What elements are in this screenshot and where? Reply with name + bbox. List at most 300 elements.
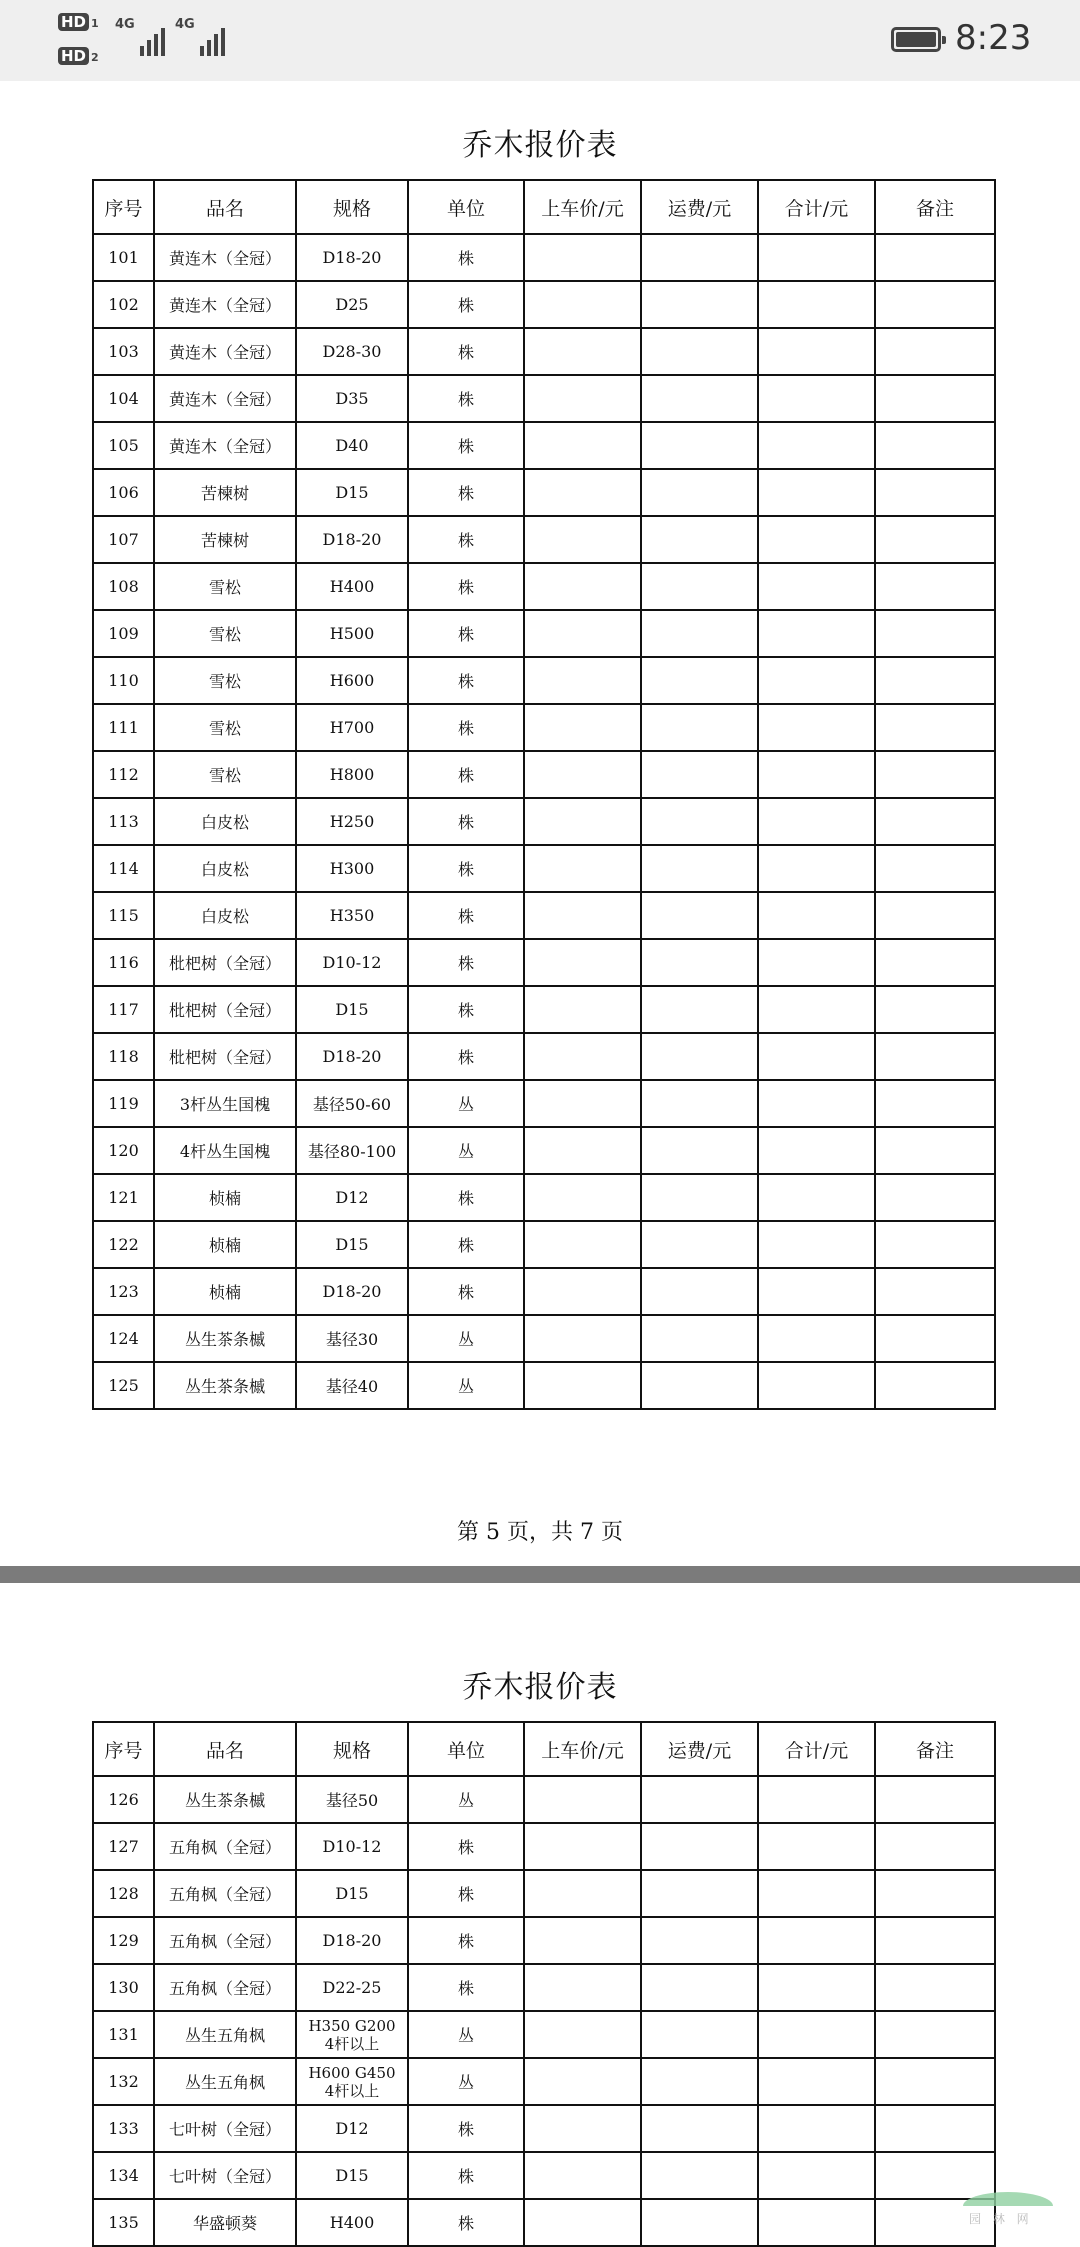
hd-icon: HD (58, 47, 89, 65)
cell-col-unit: 株 (408, 845, 524, 892)
table-row (93, 1127, 995, 1174)
table-row (93, 892, 995, 939)
cell-col-unit: 丛 (408, 2011, 524, 2058)
cell-col-index: 118 (93, 1033, 154, 1080)
cell-col-total (758, 986, 875, 1033)
cell-col-price (524, 986, 641, 1033)
cell-col-unit: 株 (408, 1033, 524, 1080)
cell-col-price (524, 657, 641, 704)
hd-icon: HD (58, 13, 89, 31)
cell-col-total (758, 704, 875, 751)
header-col-price: 上车价/元 (524, 180, 641, 234)
cell-col-spec: D10-12 (296, 1823, 408, 1870)
cell-col-name: 雪松 (154, 657, 296, 704)
cell-col-price (524, 234, 641, 281)
table-row (93, 281, 995, 328)
cell-col-total (758, 1964, 875, 2011)
cell-col-price (524, 845, 641, 892)
cell-col-name: 苦楝树 (154, 516, 296, 563)
cell-col-spec: 基径50 (296, 1776, 408, 1823)
cell-col-unit: 株 (408, 281, 524, 328)
cell-col-remark (875, 469, 995, 516)
table-row (93, 1362, 995, 1409)
cell-col-freight (641, 469, 758, 516)
cell-col-price (524, 1870, 641, 1917)
cell-col-price (524, 328, 641, 375)
cell-col-total (758, 1268, 875, 1315)
cell-col-freight (641, 2105, 758, 2152)
cell-col-freight (641, 845, 758, 892)
cell-col-price (524, 798, 641, 845)
cell-col-spec: D15 (296, 1221, 408, 1268)
header-col-price: 上车价/元 (524, 1722, 641, 1776)
cell-col-freight (641, 1033, 758, 1080)
cell-col-price (524, 1362, 641, 1409)
table-row (93, 1315, 995, 1362)
cell-col-spec: D18-20 (296, 1033, 408, 1080)
cell-col-price (524, 375, 641, 422)
table-row (93, 1870, 995, 1917)
table-row (93, 1174, 995, 1221)
cell-col-total (758, 1221, 875, 1268)
cell-col-total (758, 516, 875, 563)
cell-col-name: 桢楠 (154, 1221, 296, 1268)
status-bar (0, 0, 1080, 81)
cell-col-freight (641, 657, 758, 704)
cell-col-spec: H400 (296, 563, 408, 610)
cell-col-remark (875, 1033, 995, 1080)
cell-col-name: 华盛顿葵 (154, 2199, 296, 2246)
cell-col-total (758, 469, 875, 516)
cell-col-freight (641, 2011, 758, 2058)
cell-col-total (758, 1174, 875, 1221)
cell-col-name: 丛生茶条槭 (154, 1315, 296, 1362)
cell-col-index: 134 (93, 2152, 154, 2199)
cell-col-total (758, 1776, 875, 1823)
cell-col-index: 127 (93, 1823, 154, 1870)
sim1-indicator: HD 1 (58, 12, 99, 31)
header-col-index: 序号 (93, 1722, 154, 1776)
cell-col-name: 白皮松 (154, 845, 296, 892)
cell-col-spec: H400 (296, 2199, 408, 2246)
cell-col-index: 121 (93, 1174, 154, 1221)
cell-col-index: 129 (93, 1917, 154, 1964)
cell-col-name: 3杆丛生国槐 (154, 1080, 296, 1127)
cell-col-unit: 丛 (408, 1362, 524, 1409)
watermark-logo: 园 林 网 (955, 2180, 1075, 2240)
cell-col-name: 七叶树（全冠） (154, 2152, 296, 2199)
cell-col-index: 124 (93, 1315, 154, 1362)
status-time: 8:23 (955, 18, 1032, 58)
cell-col-unit: 株 (408, 1917, 524, 1964)
cell-col-unit: 株 (408, 2152, 524, 2199)
cell-col-index: 114 (93, 845, 154, 892)
cell-col-remark (875, 1362, 995, 1409)
cell-col-freight (641, 2058, 758, 2105)
cell-col-index: 112 (93, 751, 154, 798)
cell-col-index: 101 (93, 234, 154, 281)
cell-col-price (524, 422, 641, 469)
cell-col-remark (875, 1964, 995, 2011)
cell-col-unit: 株 (408, 1174, 524, 1221)
cell-col-index: 115 (93, 892, 154, 939)
cell-col-price (524, 2199, 641, 2246)
cell-col-index: 128 (93, 1870, 154, 1917)
table-row (93, 563, 995, 610)
cell-col-unit: 株 (408, 939, 524, 986)
header-col-name: 品名 (154, 180, 296, 234)
cell-col-name: 白皮松 (154, 798, 296, 845)
cell-col-remark (875, 1917, 995, 1964)
cell-col-total (758, 2105, 875, 2152)
page-separator (0, 1566, 1080, 1583)
cell-col-freight (641, 2199, 758, 2246)
cell-col-spec: 基径50-60 (296, 1080, 408, 1127)
cell-col-remark (875, 1870, 995, 1917)
cell-col-spec: H350 G200 4杆以上 (296, 2011, 408, 2058)
table-header-row (93, 1722, 995, 1776)
cell-col-price (524, 1315, 641, 1362)
cell-col-remark (875, 1268, 995, 1315)
cell-col-index: 109 (93, 610, 154, 657)
table-row (93, 2058, 995, 2105)
cell-col-unit: 丛 (408, 1127, 524, 1174)
cell-col-unit: 株 (408, 328, 524, 375)
cell-col-total (758, 1917, 875, 1964)
cell-col-total (758, 657, 875, 704)
cell-col-name: 五角枫（全冠） (154, 1870, 296, 1917)
cell-col-price (524, 563, 641, 610)
cell-col-spec: D18-20 (296, 234, 408, 281)
cell-col-spec: D15 (296, 986, 408, 1033)
cell-col-total (758, 892, 875, 939)
cell-col-freight (641, 1964, 758, 2011)
cell-col-freight (641, 798, 758, 845)
cell-col-total (758, 375, 875, 422)
sim2-indicator: HD 2 (58, 46, 99, 65)
cell-col-price (524, 2105, 641, 2152)
cell-col-price (524, 516, 641, 563)
cell-col-total (758, 2011, 875, 2058)
cell-col-freight (641, 1362, 758, 1409)
cell-col-freight (641, 1127, 758, 1174)
cell-col-spec: 基径80-100 (296, 1127, 408, 1174)
header-col-name: 品名 (154, 1722, 296, 1776)
cell-col-name: 五角枫（全冠） (154, 1917, 296, 1964)
cell-col-remark (875, 2011, 995, 2058)
cell-col-unit: 株 (408, 2199, 524, 2246)
cell-col-spec: 基径40 (296, 1362, 408, 1409)
cell-col-unit: 株 (408, 1221, 524, 1268)
cell-col-index: 126 (93, 1776, 154, 1823)
cell-col-remark (875, 1315, 995, 1362)
cell-col-total (758, 2199, 875, 2246)
cell-col-spec: H800 (296, 751, 408, 798)
cell-col-spec: H500 (296, 610, 408, 657)
header-col-total: 合计/元 (758, 1722, 875, 1776)
cell-col-index: 135 (93, 2199, 154, 2246)
table-header-row (93, 180, 995, 234)
cell-col-price (524, 2152, 641, 2199)
cell-col-total (758, 281, 875, 328)
cell-col-name: 丛生五角枫 (154, 2011, 296, 2058)
table-row (93, 1268, 995, 1315)
table-row (93, 1033, 995, 1080)
cell-col-spec: H250 (296, 798, 408, 845)
cell-col-total (758, 2152, 875, 2199)
cell-col-total (758, 1870, 875, 1917)
table-row (93, 2105, 995, 2152)
cell-col-spec: D10-12 (296, 939, 408, 986)
cell-col-name: 桢楠 (154, 1174, 296, 1221)
cell-col-spec: H300 (296, 845, 408, 892)
table-row (93, 986, 995, 1033)
cell-col-unit: 株 (408, 234, 524, 281)
cell-col-index: 106 (93, 469, 154, 516)
cell-col-price (524, 704, 641, 751)
cell-col-index: 105 (93, 422, 154, 469)
cell-col-remark (875, 939, 995, 986)
table-row (93, 1917, 995, 1964)
cell-col-unit: 株 (408, 657, 524, 704)
cell-col-remark (875, 657, 995, 704)
cell-col-freight (641, 2152, 758, 2199)
cell-col-name: 丛生茶条槭 (154, 1362, 296, 1409)
cell-col-name: 五角枫（全冠） (154, 1823, 296, 1870)
header-col-spec: 规格 (296, 1722, 408, 1776)
header-col-remark: 备注 (875, 1722, 995, 1776)
cell-col-name: 雪松 (154, 751, 296, 798)
cell-col-index: 131 (93, 2011, 154, 2058)
cell-col-freight (641, 328, 758, 375)
cell-col-freight (641, 1917, 758, 1964)
table-row (93, 704, 995, 751)
cell-col-freight (641, 1174, 758, 1221)
cell-col-unit: 株 (408, 516, 524, 563)
cell-col-unit: 丛 (408, 1315, 524, 1362)
cell-col-name: 枇杷树（全冠） (154, 1033, 296, 1080)
cell-col-unit: 株 (408, 610, 524, 657)
cell-col-freight (641, 1315, 758, 1362)
cell-col-spec: H600 G450 4杆以上 (296, 2058, 408, 2105)
cell-col-remark (875, 281, 995, 328)
cell-col-index: 103 (93, 328, 154, 375)
cell-col-total (758, 845, 875, 892)
cell-col-name: 七叶树（全冠） (154, 2105, 296, 2152)
cell-col-total (758, 610, 875, 657)
cell-col-price (524, 1268, 641, 1315)
price-table (92, 1721, 996, 2247)
cell-col-index: 123 (93, 1268, 154, 1315)
cell-col-remark (875, 1823, 995, 1870)
cell-col-unit: 丛 (408, 2058, 524, 2105)
cell-col-spec: H700 (296, 704, 408, 751)
cell-col-unit: 株 (408, 704, 524, 751)
page-title: 乔木报价表 (462, 128, 618, 163)
cell-col-spec: H600 (296, 657, 408, 704)
cell-col-freight (641, 704, 758, 751)
cell-col-name: 黄连木（全冠） (154, 422, 296, 469)
header-col-remark: 备注 (875, 180, 995, 234)
cell-col-remark (875, 563, 995, 610)
cell-col-price (524, 610, 641, 657)
cell-col-remark (875, 1776, 995, 1823)
cell-col-spec: D12 (296, 2105, 408, 2152)
cell-col-unit: 株 (408, 422, 524, 469)
table-row (93, 610, 995, 657)
cell-col-unit: 丛 (408, 1776, 524, 1823)
cell-col-name: 黄连木（全冠） (154, 234, 296, 281)
cell-col-price (524, 1221, 641, 1268)
cell-col-unit: 株 (408, 563, 524, 610)
cell-col-spec: D15 (296, 2152, 408, 2199)
cell-col-name: 苦楝树 (154, 469, 296, 516)
cell-col-spec: D18-20 (296, 516, 408, 563)
signal-strength-icon: 4G (175, 18, 225, 56)
cell-col-total (758, 2058, 875, 2105)
signal-strength-icon: 4G (115, 18, 165, 56)
cell-col-freight (641, 563, 758, 610)
cell-col-remark (875, 610, 995, 657)
table-row (93, 2199, 995, 2246)
cell-col-name: 枇杷树（全冠） (154, 986, 296, 1033)
cell-col-spec: D40 (296, 422, 408, 469)
cell-col-price (524, 1033, 641, 1080)
cell-col-unit: 株 (408, 1964, 524, 2011)
cell-col-total (758, 422, 875, 469)
cell-col-price (524, 1776, 641, 1823)
cell-col-index: 119 (93, 1080, 154, 1127)
table-row (93, 657, 995, 704)
cell-col-index: 130 (93, 1964, 154, 2011)
leaf-icon (963, 2192, 1053, 2206)
cell-col-index: 120 (93, 1127, 154, 1174)
cell-col-remark (875, 1221, 995, 1268)
battery-icon (891, 27, 941, 52)
cell-col-price (524, 469, 641, 516)
cell-col-remark (875, 1174, 995, 1221)
cell-col-index: 117 (93, 986, 154, 1033)
cell-col-price (524, 939, 641, 986)
cell-col-index: 102 (93, 281, 154, 328)
cell-col-name: 丛生茶条槭 (154, 1776, 296, 1823)
cell-col-spec: D15 (296, 1870, 408, 1917)
cell-col-total (758, 1033, 875, 1080)
cell-col-name: 枇杷树（全冠） (154, 939, 296, 986)
cell-col-unit: 株 (408, 892, 524, 939)
cell-col-remark (875, 2058, 995, 2105)
cell-col-name: 雪松 (154, 563, 296, 610)
table-row (93, 1823, 995, 1870)
cell-col-price (524, 892, 641, 939)
cell-col-remark (875, 1080, 995, 1127)
cell-col-unit: 株 (408, 469, 524, 516)
cell-col-name: 雪松 (154, 610, 296, 657)
cell-col-freight (641, 375, 758, 422)
cell-col-total (758, 563, 875, 610)
cell-col-freight (641, 1221, 758, 1268)
cell-col-freight (641, 281, 758, 328)
cell-col-unit: 株 (408, 1870, 524, 1917)
cell-col-name: 白皮松 (154, 892, 296, 939)
table-row (93, 516, 995, 563)
cell-col-unit: 株 (408, 1823, 524, 1870)
table-row (93, 1080, 995, 1127)
cell-col-freight (641, 234, 758, 281)
cell-col-spec: D22-25 (296, 1964, 408, 2011)
header-col-spec: 规格 (296, 180, 408, 234)
cell-col-total (758, 1080, 875, 1127)
cell-col-remark (875, 422, 995, 469)
cell-col-remark (875, 986, 995, 1033)
cell-col-unit: 株 (408, 986, 524, 1033)
cell-col-spec: H350 (296, 892, 408, 939)
table-row (93, 2152, 995, 2199)
cell-col-unit: 株 (408, 375, 524, 422)
cell-col-unit: 株 (408, 2105, 524, 2152)
header-col-freight: 运费/元 (641, 1722, 758, 1776)
table-row (93, 751, 995, 798)
cell-col-freight (641, 892, 758, 939)
cell-col-price (524, 1080, 641, 1127)
cell-col-index: 132 (93, 2058, 154, 2105)
cell-col-remark (875, 2105, 995, 2152)
cell-col-index: 113 (93, 798, 154, 845)
table-row (93, 845, 995, 892)
cell-col-index: 122 (93, 1221, 154, 1268)
cell-col-price (524, 751, 641, 798)
cell-col-remark (875, 892, 995, 939)
cell-col-freight (641, 1268, 758, 1315)
cell-col-total (758, 1315, 875, 1362)
cell-col-freight (641, 610, 758, 657)
header-col-total: 合计/元 (758, 180, 875, 234)
cell-col-freight (641, 516, 758, 563)
cell-col-remark (875, 375, 995, 422)
cell-col-freight (641, 1823, 758, 1870)
table-row (93, 234, 995, 281)
cell-col-spec: 基径30 (296, 1315, 408, 1362)
table-row (93, 375, 995, 422)
cell-col-index: 125 (93, 1362, 154, 1409)
cell-col-price (524, 281, 641, 328)
cell-col-remark (875, 704, 995, 751)
table-row (93, 328, 995, 375)
table-row (93, 798, 995, 845)
cell-col-name: 4杆丛生国槐 (154, 1127, 296, 1174)
table-row (93, 1964, 995, 2011)
page-title: 乔木报价表 (462, 1670, 618, 1705)
cell-col-remark (875, 234, 995, 281)
page-footer: 第 5 页，共 7 页 (457, 1520, 623, 1545)
cell-col-total (758, 234, 875, 281)
cell-col-name: 黄连木（全冠） (154, 375, 296, 422)
cell-col-price (524, 2058, 641, 2105)
cell-col-name: 黄连木（全冠） (154, 328, 296, 375)
cell-col-remark (875, 798, 995, 845)
cell-col-total (758, 1823, 875, 1870)
cell-col-index: 111 (93, 704, 154, 751)
table-row (93, 422, 995, 469)
table-row (93, 939, 995, 986)
cell-col-name: 五角枫（全冠） (154, 1964, 296, 2011)
cell-col-spec: D15 (296, 469, 408, 516)
cell-col-total (758, 1362, 875, 1409)
cell-col-total (758, 1127, 875, 1174)
cell-col-name: 黄连木（全冠） (154, 281, 296, 328)
cell-col-price (524, 1917, 641, 1964)
header-col-freight: 运费/元 (641, 180, 758, 234)
